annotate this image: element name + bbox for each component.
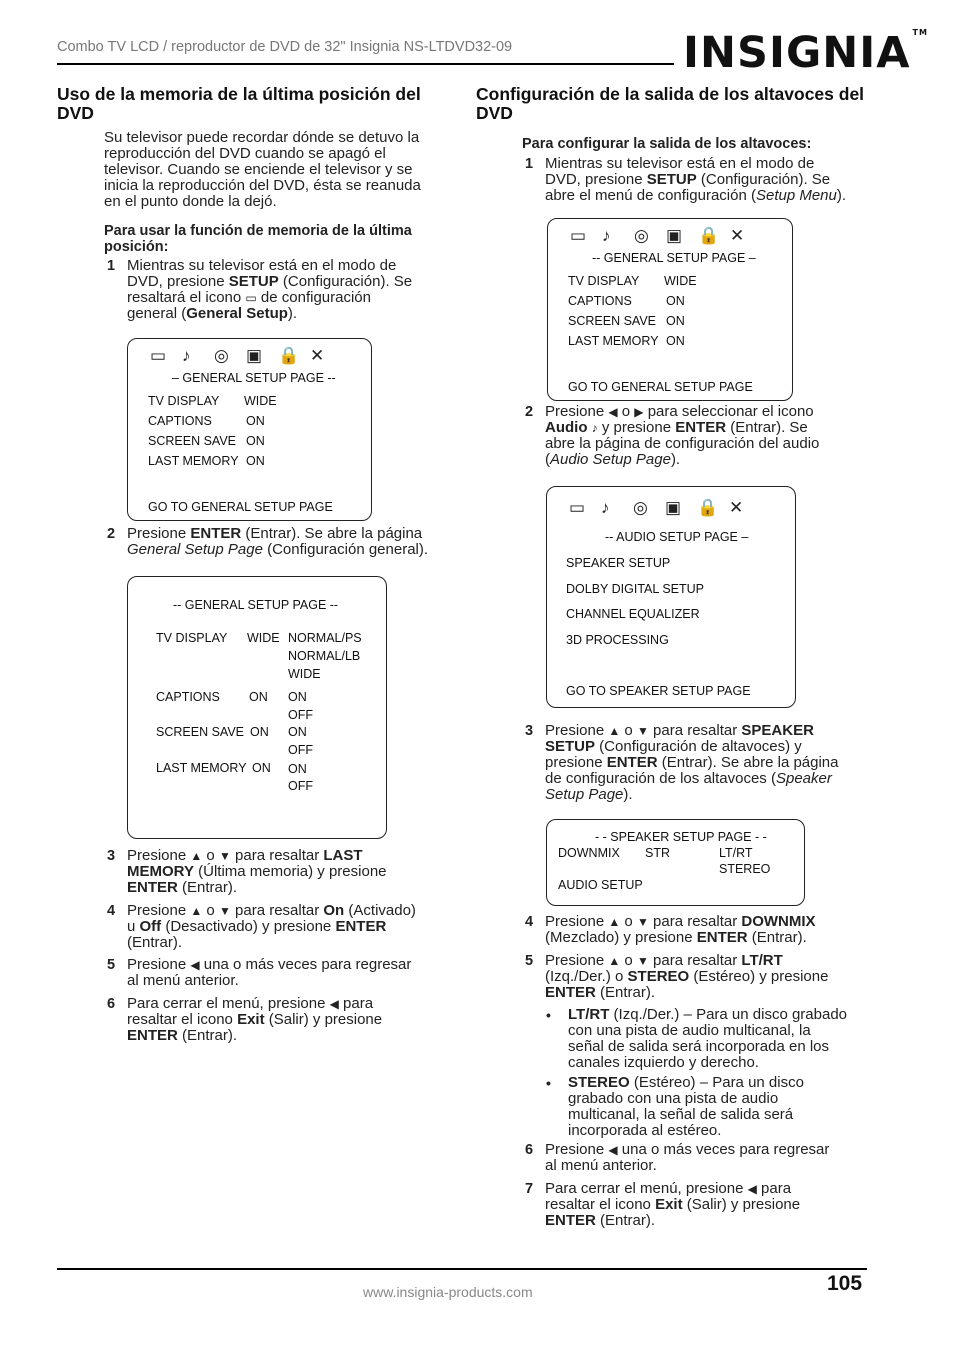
general-setup-menu-3: ▭ ♪ ◎ ▣ 🔒 ✕ -- GENERAL SETUP PAGE – TV DISPLAY WIDE CAPTIONS ON SCREEN SAVE ON LAST MEMORY ON GO TO GENERAL SETUP PAGE [547, 218, 793, 401]
audio-icon: ♪ [182, 346, 191, 365]
lock-icon: 🔒 [698, 226, 720, 245]
right-step-7: Para cerrar el menú, presione ◀ para resaltar el icono Exit (Salir) y presione ENTER (Entrar). [545, 1180, 801, 1229]
up-arrow-icon: ▲ [608, 724, 621, 738]
left-step-4: Presione ▲ o ▼ para resaltar On (Activado) u Off (Desactivado) y presione ENTER (Entrar). [127, 902, 416, 951]
speaker-setup-menu: - - SPEAKER SETUP PAGE - - DOWNMIX STR LT/RT STEREO AUDIO SETUP [546, 819, 805, 906]
down-arrow-icon: ▼ [636, 724, 649, 738]
audio-icon: ♪ [591, 421, 598, 435]
lock-icon: 🔒 [278, 346, 300, 365]
left-step-2: Presione ENTER (Entrar). Se abre la página General Setup Page (Configuración general). [127, 525, 429, 558]
dolby-icon: ◎ [214, 346, 229, 365]
dolby-icon: ◎ [634, 226, 649, 245]
tv-icon: ▭ [569, 498, 586, 517]
left-arrow-icon: ◀ [747, 1182, 757, 1196]
left-arrow-icon: ◀ [608, 405, 618, 419]
left-subheading: Para usar la función de memoria de la última posición: [104, 223, 412, 255]
up-arrow-icon: ▲ [190, 904, 203, 918]
video-icon: ▣ [246, 346, 263, 365]
general-setup-menu-1: ▭ ♪ ◎ ▣ 🔒 ✕ – GENERAL SETUP PAGE -- TV DISPLAY WIDE CAPTIONS ON SCREEN SAVE ON LAST MEMORY ON GO TO GENERAL SETUP PAGE [127, 338, 372, 521]
down-arrow-icon: ▼ [636, 915, 649, 929]
insignia-logo: INSIGNIA ™ [683, 28, 928, 78]
right-subheading: Para configurar la salida de los altavoces: [522, 136, 812, 152]
up-arrow-icon: ▲ [190, 849, 203, 863]
video-icon: ▣ [666, 226, 683, 245]
footer-rule [57, 1268, 867, 1270]
up-arrow-icon: ▲ [608, 954, 621, 968]
left-arrow-icon: ◀ [329, 997, 339, 1011]
video-icon: ▣ [665, 498, 682, 517]
left-step-1: Mientras su televisor está en el modo de DVD, presione SETUP (Configuración). Se resaltará el icono ▭ de configuración general (General Setup). [127, 257, 413, 322]
left-heading: Uso de la memoria de la última posición del DVD [57, 84, 421, 123]
up-arrow-icon: ▲ [608, 915, 621, 929]
audio-icon: ♪ [601, 498, 610, 517]
right-step-4: Presione ▲ o ▼ para resaltar DOWNMIX (Mezclado) y presione ENTER (Entrar). [545, 913, 816, 946]
running-header: Combo TV LCD / reproductor de DVD de 32" Insignia NS-LTDVD32-09 [57, 39, 513, 55]
right-heading: Configuración de la salida de los altavoces del DVD [476, 84, 865, 123]
right-arrow-icon: ▶ [634, 405, 644, 419]
audio-setup-menu: ▭ ♪ ◎ ▣ 🔒 ✕ -- AUDIO SETUP PAGE – SPEAKER SETUP DOLBY DIGITAL SETUP CHANNEL EQUALIZER 3D PROCESSING GO TO SPEAKER SETUP PAGE [546, 486, 796, 708]
down-arrow-icon: ▼ [218, 904, 231, 918]
right-step-2: Presione ◀ o ▶ para seleccionar el icono Audio ♪ y presione ENTER (Entrar). Se abre la página de configuración del audio (Audio Setup Page). [545, 403, 820, 468]
general-setup-icon: ▭ [245, 291, 257, 305]
exit-icon: ✕ [310, 346, 325, 365]
left-step-5: Presione ◀ una o más veces para regresar al menú anterior. [127, 956, 412, 989]
down-arrow-icon: ▼ [218, 849, 231, 863]
tv-icon: ▭ [570, 226, 587, 245]
page-number: 105 [827, 1272, 863, 1295]
right-step-6: Presione ◀ una o más veces para regresar al menú anterior. [545, 1141, 830, 1174]
ltrt-bullet: LT/RT (Izq./Der.) – Para un disco grabado con una pista de audio multicanal, la señal de salida será incorporada en los canales izquierdo y derecho. [568, 1006, 848, 1071]
left-arrow-icon: ◀ [608, 1143, 618, 1157]
general-setup-menu-2: -- GENERAL SETUP PAGE -- TV DISPLAY WIDE NORMAL/PS NORMAL/LB WIDE CAPTIONS ON ON OFF SCREEN SAVE ON ON OFF LAST MEMORY ON ON OFF [127, 576, 387, 839]
left-intro: Su televisor puede recordar dónde se detuvo la reproducción del DVD cuando se apagó el televisor. Cuando se enciende el televisor y se inicia la reproducción del DVD, ésta se reanuda en el punto donde la dejó. [104, 129, 421, 210]
tv-icon: ▭ [150, 346, 167, 365]
header-rule [57, 63, 674, 65]
right-step-5: Presione ▲ o ▼ para resaltar LT/RT (Izq./Der.) o STEREO (Estéreo) y presione ENTER (Entrar). [545, 952, 829, 1001]
left-step-6: Para cerrar el menú, presione ◀ para resaltar el icono Exit (Salir) y presione ENTER (Entrar). [127, 995, 383, 1044]
exit-icon: ✕ [730, 226, 745, 245]
down-arrow-icon: ▼ [636, 954, 649, 968]
stereo-bullet: STEREO (Estéreo) – Para un disco grabado con una pista de audio multicanal, la señal de salida será incorporada al estéreo. [568, 1074, 804, 1139]
footer-url: www.insignia-products.com [363, 1284, 533, 1300]
left-step-3: Presione ▲ o ▼ para resaltar LAST MEMORY (Última memoria) y presione ENTER (Entrar). [127, 847, 387, 896]
right-step-1: Mientras su televisor está en el modo de DVD, presione SETUP (Configuración). Se abre el menú de configuración (Setup Menu). [545, 155, 847, 204]
dolby-icon: ◎ [633, 498, 648, 517]
audio-icon: ♪ [602, 226, 611, 245]
right-step-3: Presione ▲ o ▼ para resaltar SPEAKER SETUP (Configuración de altavoces) y presione ENTER (Entrar). Se abre la página de configuración de los altavoces (Speaker Setup Page). [545, 722, 839, 803]
left-arrow-icon: ◀ [190, 958, 200, 972]
exit-icon: ✕ [729, 498, 744, 517]
lock-icon: 🔒 [697, 498, 719, 517]
